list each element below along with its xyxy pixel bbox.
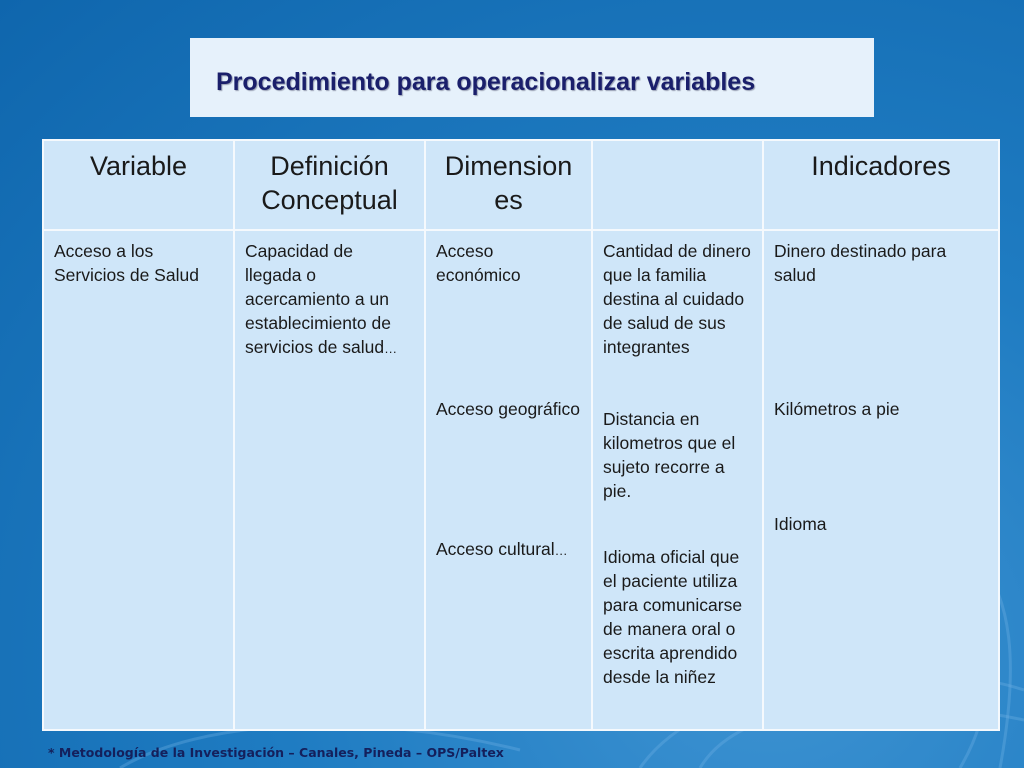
cell-variable (43, 230, 234, 730)
cell-descripciones (592, 230, 763, 730)
indicator-item: Idioma (774, 514, 827, 534)
dimension-item-label: Acceso cultural (436, 539, 555, 559)
description-item: Idioma oficial que el paciente utiliza para comunicarse de manera oral o escrita aprendido desde la niñez (603, 547, 743, 687)
cell-definicion (234, 230, 425, 730)
description-item: Cantidad de dinero que la familia destina al cuidado de salud de sus integrantes (603, 241, 751, 357)
table-header-row (43, 140, 999, 230)
dimension-item: Acceso económico (436, 241, 521, 285)
header-indicadores: Indicadores (763, 140, 999, 230)
slide-title: Procedimiento para operacionalizar variables (216, 68, 756, 96)
source-footnote: * Metodología de la Investigación – Canales, Pineda – OPS/Paltex (48, 745, 504, 760)
header-blank (592, 140, 763, 230)
definicion-ellipsis: … (384, 341, 398, 356)
definicion-text: Capacidad de llegada o acercamiento a un establecimiento de servicios de salud (245, 241, 391, 357)
header-dimensiones: Dimension es (425, 140, 592, 230)
cell-indicadores (763, 230, 999, 730)
header-definicion: Definición Conceptual (234, 140, 425, 230)
description-item: Distancia en kilometros que el sujeto recorre a pie. (603, 409, 736, 501)
dimension-item (436, 537, 581, 563)
header-variable: Variable (43, 140, 234, 230)
dimension-item: Acceso geográfico (436, 399, 580, 419)
operationalization-table (42, 139, 1000, 731)
variable-text: Acceso a los Servicios de Salud (54, 241, 199, 285)
dimension-ellipsis: … (554, 543, 568, 558)
indicator-item: Dinero destinado para salud (774, 241, 947, 285)
table-row (43, 230, 999, 730)
indicator-item: Kilómetros a pie (774, 399, 900, 419)
cell-dimensiones (425, 230, 592, 730)
